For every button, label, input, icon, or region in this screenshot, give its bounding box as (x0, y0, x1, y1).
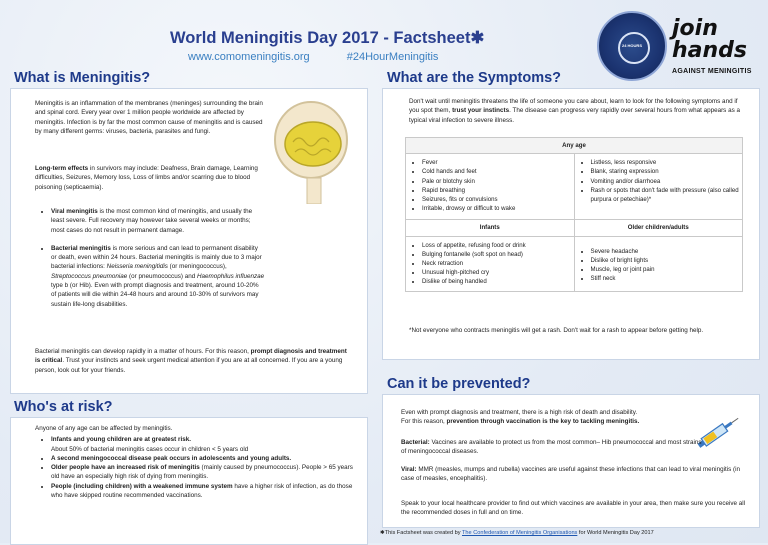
symptom-item: • Unusual high-pitched cry (422, 268, 572, 277)
risk-item-infants (51, 435, 355, 454)
risk-box (10, 417, 368, 545)
symptoms-table (405, 137, 743, 292)
risk-immune-text: have a higher risk of infection, as do those who have skipped routine recommended vaccinations. (51, 482, 353, 500)
long-term-bold: Long-term effects (35, 165, 89, 172)
symptom-item: • Rapid breathing (422, 186, 572, 195)
risk-item-adolescents (51, 454, 355, 463)
prevent-p2-bold: prevention through vaccination is the key to tackling meningitis. (446, 418, 640, 426)
symptom-item: • Muscle, leg or joint pain (591, 265, 741, 274)
any-age-header: Any age (406, 138, 743, 154)
long-term-effects (35, 164, 263, 192)
symptom-item: • Irritable, drowsy or difficult to wake (422, 204, 572, 213)
older-cell (574, 236, 743, 291)
risk-older-text: (mainly caused by pneumococcus). People > 65 years old have an especially high risk of dying from meningitis. (51, 464, 353, 481)
risk-intro: Anyone of any age can be affected by meningitis. (35, 425, 173, 432)
world-meningitis-day-badge (597, 11, 667, 81)
prevent-heading: Can it be prevented? (387, 376, 531, 392)
risk-list (35, 435, 355, 500)
prevent-bacterial (401, 438, 707, 457)
symptom-item: • Seizures, fits or convulsions (422, 195, 572, 204)
symptom-item: • Loss of appetite, refusing food or drink (422, 241, 572, 250)
symptom-item: • Rash or spots that don't fade with pressure (also called purpura or petechiae)* (591, 186, 741, 204)
what-is-heading: What is Meningitis? (14, 70, 151, 86)
symptom-item: • Severe headache (591, 247, 741, 256)
risk-heading: Who's at risk? (14, 399, 113, 415)
what-is-p1: Meningitis is an inflammation of the membranes (meninges) surrounding the brain and spinal cord. Every year over 1 million people worldwide are affected by meningitis. Infection is by far the most common cause of meningitis and is caused by many different germs: viruses, bacteria, parasites and fungi. (35, 100, 263, 135)
prevent-p1: Even with prompt diagnosis and treatment, there is a high risk of death and disability. (401, 409, 638, 416)
prevent-bacterial-text: Vaccines are available to protect us from the most common– Hib pneumococcal and most strains of meningococcal diseases. (401, 439, 702, 456)
page-title: World Meningitis Day 2017 - Factsheet✱ (170, 29, 485, 47)
older-list (577, 247, 741, 284)
prevent-viral-bold: Viral: (401, 466, 417, 473)
symptoms-intro-bold: trust your instincts (452, 107, 510, 115)
footer-text-a: ✱This Factsheet was created by (380, 530, 462, 536)
join-hands-logo (672, 18, 756, 66)
bacterial-bold: Bacterial meningitis (51, 244, 111, 252)
symptom-item: • Pale or blotchy skin (422, 177, 572, 186)
risk-adolescents-bold: A second meningococcal disease peak occurs in adolescents and young adults. (51, 454, 292, 462)
prevent-box (382, 394, 760, 528)
prompt-text-b: . Trust your instincts and seek urgent medical attention if you are at all concerned. If you are a young person, look out for your friends. (35, 357, 343, 374)
long-term-text: in survivors may include: Deafness, Brain damage, Learning difficulties, Seizures, Memory loss, Loss of limbs and/or scarring due to blood poisoning (septicaemia). (35, 165, 258, 191)
symptom-item: • Cold hands and feet (422, 167, 572, 176)
prevent-p2 (401, 417, 701, 426)
footer-credit (380, 530, 654, 536)
prompt-bold: prompt diagnosis and treatment is critical (35, 348, 347, 365)
viral-text: is the most common kind of meningitis, and usually the least severe. Full recovery may however take several weeks or months; most cases do not result in permanent damage. (51, 208, 253, 234)
brain-illustration (263, 94, 359, 204)
symptom-item: • Fever (422, 158, 572, 167)
any-age-left-list (408, 158, 572, 213)
rash-note: *Not everyone who contracts meningitis will get a rash. Don't wait for a rash to appear before getting help. (409, 327, 704, 334)
prevent-bacterial-bold: Bacterial: (401, 439, 430, 446)
risk-item-older (51, 463, 355, 482)
what-is-box (10, 88, 368, 394)
symptom-item: • Bulging fontanelle (soft spot on head) (422, 250, 572, 259)
prompt-text-a: Bacterial meningitis can develop rapidly in a matter of hours. For this reason, (35, 348, 251, 355)
badge-text: 24 HOURS (621, 43, 642, 48)
footer-link[interactable]: The Confederation of Meningitis Organisations (462, 530, 578, 536)
viral-bold: Viral meningitis (51, 208, 98, 215)
symptoms-box (382, 88, 760, 360)
viral-item (51, 207, 265, 235)
older-header: Older children/adults (574, 220, 743, 236)
symptoms-intro-b: . The disease can progress very rapidly over several hours from what appears as a typical viral infection to severe illness. (409, 107, 740, 124)
symptoms-intro-a: Don't wait until meningitis threatens the life of someone you care about, learn to look for the following symptoms and if you spot them, (409, 98, 738, 115)
clock-icon (618, 32, 650, 64)
any-age-left-cell (406, 154, 575, 220)
symptoms-heading: What are the Symptoms? (387, 70, 562, 86)
prevent-viral-text: MMR (measles, mumps and rubella) vaccines are useful against these infections that can lead to viral meningitis (in case of measles, encephalitis). (401, 466, 741, 483)
symptom-item: • Blank, staring expression (591, 167, 741, 176)
symptom-item: • Listless, less responsive (591, 158, 741, 167)
symptom-item: • Stiff neck (591, 274, 741, 283)
any-age-right-cell (574, 154, 743, 220)
risk-infants-text: About 50% of bacterial meningitis cases occur in children < 5 years old (51, 445, 249, 453)
risk-infants-bold: Infants and young children are at greatest risk. (51, 436, 191, 444)
bacterial-species-2: Streptococcus pneumoniae (51, 272, 128, 280)
any-age-right-list (577, 158, 741, 204)
symptom-item: • Neck retraction (422, 259, 572, 268)
prevent-p2-text: For this reason, (401, 418, 447, 426)
symptom-item: • Dislike of bright lights (591, 256, 741, 265)
prompt-diagnosis-paragraph (35, 347, 353, 375)
logo-subtext: AGAINST MENINGITIS (672, 68, 752, 75)
bacterial-text-c: (or pneumococcus) and (127, 272, 197, 280)
prevent-viral (401, 465, 741, 484)
symptoms-intro (409, 97, 749, 125)
infants-list (408, 241, 572, 287)
risk-older-bold: Older people have an increased risk of meningitis (51, 464, 200, 472)
bacterial-species-1: Neisseria meningitidis (106, 263, 168, 271)
header-subline (188, 51, 438, 63)
hashtag: #24HourMeningitis (346, 51, 439, 63)
symptom-item: • Vomiting and/or diarrhoea (591, 177, 741, 186)
bacterial-text-d: type b (or Hib). Even with prompt diagnosis and treatment, around 10-20% of patients will die within 24-48 hours and around 10-30% of survivors may sustain life-long disabilities. (51, 282, 259, 308)
meningitis-types-list (35, 207, 265, 309)
bacterial-species-3: Haemophilus influenzae (196, 272, 265, 280)
prevent-content (401, 408, 701, 427)
bacterial-text-a: is more serious and can lead to permanent disability or death, even within 24 hours. Bacterial meningitis is mainly due to 3 major bacterial infections: (51, 244, 262, 271)
bacterial-text-b: (or meningococcus), (167, 263, 227, 271)
bacterial-item (51, 244, 265, 309)
website-link[interactable]: www.comomeningitis.org (188, 51, 310, 63)
risk-content (35, 424, 355, 500)
risk-item-immune (51, 482, 355, 501)
infants-header: Infants (406, 220, 575, 236)
symptom-item: • Dislike of being handled (422, 277, 572, 286)
logo-main-text: join hands (672, 16, 748, 63)
what-is-intro (35, 99, 265, 136)
risk-immune-bold: People (including children) with a weakened immune system (51, 482, 233, 490)
footer-text-b: for World Meningitis Day 2017 (577, 530, 654, 536)
prevent-advice: Speak to your local healthcare provider to find out which vaccines are available in your area, then make sure you receive all the recommended doses in full and on time. (401, 500, 746, 517)
infants-cell (406, 236, 575, 291)
